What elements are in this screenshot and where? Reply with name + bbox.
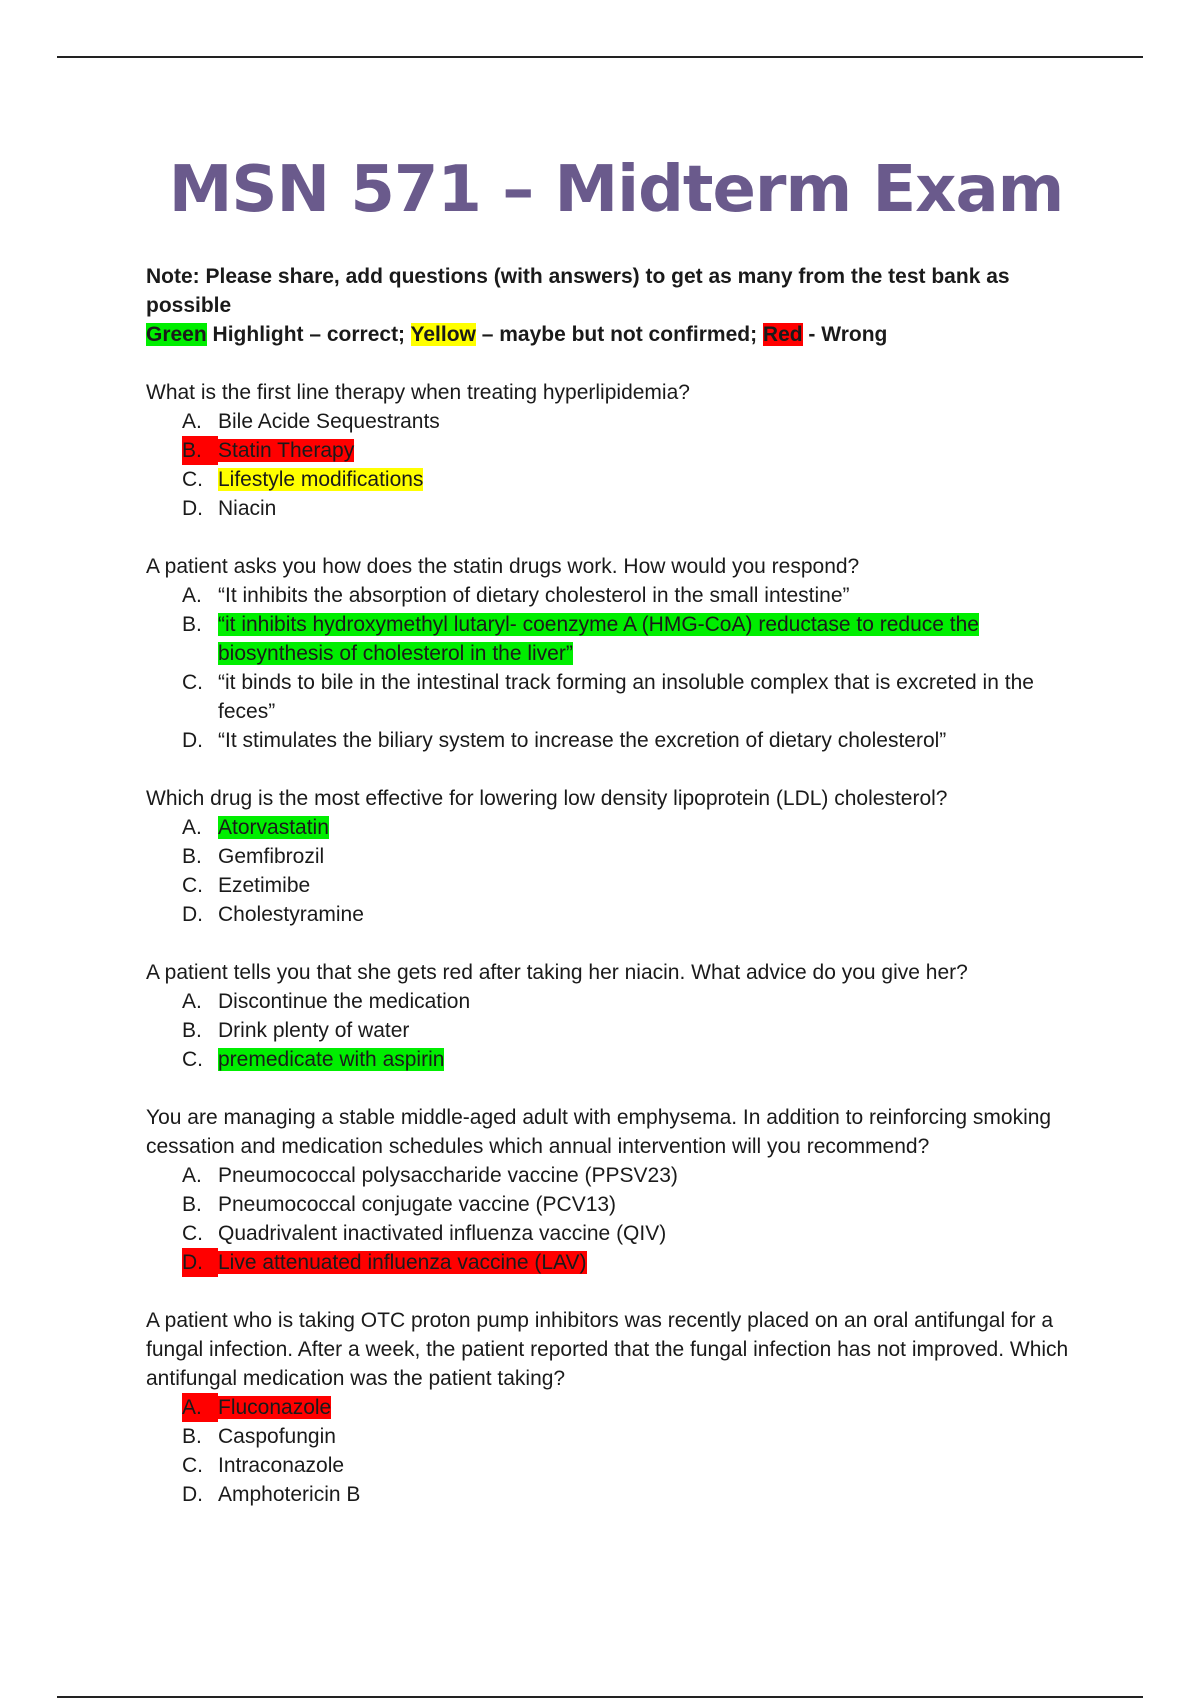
answer-option	[182, 987, 1096, 1016]
option-text: Live attenuated influenza vaccine (LAV)	[218, 1251, 587, 1274]
option-letter: B.	[182, 436, 218, 465]
question-text: A patient asks you how does the statin drugs work. How would you respond?	[146, 555, 860, 578]
answer-option	[182, 1422, 1096, 1451]
question-list	[146, 378, 1096, 1509]
option-letter: C.	[182, 671, 203, 694]
option-text: Fluconazole	[218, 1396, 332, 1419]
option-text: “it binds to bile in the intestinal track forming an insoluble complex that is excreted in the feces”	[218, 671, 1034, 723]
answer-option	[182, 610, 1096, 668]
question-text: A patient who is taking OTC proton pump inhibitors was recently placed on an oral antifungal for a fungal infection. After a week, the patient reported that the fungal infection has not improved. Which antifungal medication was the patient taking?	[146, 1309, 1069, 1390]
answer-option	[182, 1451, 1096, 1480]
answer-option	[182, 1161, 1096, 1190]
legend-yellow-text: – maybe but not confirmed;	[475, 323, 763, 346]
top-rule	[57, 56, 1143, 58]
answer-option	[182, 1045, 1096, 1074]
option-letter: B.	[182, 1019, 202, 1042]
answer-option	[182, 1190, 1096, 1219]
page-title: MSN 571 – Midterm Exam	[168, 153, 1064, 227]
answer-options	[146, 407, 1096, 523]
answer-option	[182, 581, 1096, 610]
option-text: Gemfibrozil	[218, 845, 325, 868]
answer-option	[182, 407, 1096, 436]
option-letter: A.	[182, 1393, 218, 1422]
legend-red: Red	[762, 323, 803, 346]
note	[146, 262, 1096, 349]
option-letter: D.	[182, 497, 203, 520]
option-text: “it inhibits hydroxymethyl lutaryl- coenzyme A (HMG-CoA) reductase to reduce the biosynthesis of cholesterol in the liver”	[218, 613, 979, 665]
question	[146, 552, 1096, 755]
answer-options	[146, 1393, 1096, 1509]
option-letter: D.	[182, 1248, 218, 1277]
option-text: Quadrivalent inactivated influenza vaccine (QIV)	[218, 1222, 667, 1245]
document-body	[146, 262, 1096, 1509]
legend-green-text: Highlight – correct;	[206, 323, 411, 346]
option-letter: D.	[182, 729, 203, 752]
question-text: A patient tells you that she gets red after taking her niacin. What advice do you give her?	[146, 961, 968, 984]
option-letter: C.	[182, 1048, 203, 1071]
option-letter: A.	[182, 410, 202, 433]
option-text: Caspofungin	[218, 1425, 336, 1448]
option-letter: A.	[182, 816, 202, 839]
option-letter: C.	[182, 874, 203, 897]
option-text: Cholestyramine	[218, 903, 364, 926]
question	[146, 1103, 1096, 1277]
option-text: Statin Therapy	[218, 439, 355, 462]
answer-options	[146, 813, 1096, 929]
option-letter: B.	[182, 613, 202, 636]
option-letter: D.	[182, 1483, 203, 1506]
option-text: “It stimulates the biliary system to increase the excretion of dietary cholesterol”	[218, 729, 947, 752]
option-text: Bile Acide Sequestrants	[218, 410, 440, 433]
question-text: You are managing a stable middle-aged adult with emphysema. In addition to reinforcing smoking cessation and medication schedules which annual intervention will you recommend?	[146, 1106, 1052, 1158]
option-letter: B.	[182, 1425, 202, 1448]
option-text: Pneumococcal conjugate vaccine (PCV13)	[218, 1193, 617, 1216]
option-text: Lifestyle modifications	[218, 468, 424, 491]
option-letter: B.	[182, 845, 202, 868]
legend-line	[146, 320, 1096, 349]
option-text: Pneumococcal polysaccharide vaccine (PPSV23)	[218, 1164, 678, 1187]
answer-option	[182, 494, 1096, 523]
option-text: “It inhibits the absorption of dietary cholesterol in the small intestine”	[218, 584, 850, 607]
option-letter: C.	[182, 468, 203, 491]
legend-red-text: - Wrong	[802, 323, 888, 346]
answer-option	[182, 842, 1096, 871]
legend-green: Green	[146, 323, 207, 346]
option-text: Amphotericin B	[218, 1483, 361, 1506]
answer-options	[146, 1161, 1096, 1277]
option-letter: A.	[182, 1164, 202, 1187]
option-text: Drink plenty of water	[218, 1019, 410, 1042]
option-text: Ezetimibe	[218, 874, 311, 897]
option-letter: D.	[182, 903, 203, 926]
option-text: premedicate with aspirin	[218, 1048, 445, 1071]
note-line: Note: Please share, add questions (with answers) to get as many from the test bank as possible	[146, 265, 1010, 317]
answer-option	[182, 1248, 1096, 1277]
answer-option	[182, 1393, 1096, 1422]
question	[146, 378, 1096, 523]
question-text: Which drug is the most effective for lowering low density lipoprotein (LDL) cholesterol?	[146, 787, 948, 810]
answer-options	[146, 581, 1096, 755]
answer-option	[182, 871, 1096, 900]
option-letter: C.	[182, 1222, 203, 1245]
answer-option	[182, 668, 1096, 726]
answer-option	[182, 436, 1096, 465]
answer-option	[182, 900, 1096, 929]
option-text: Intraconazole	[218, 1454, 345, 1477]
answer-option	[182, 813, 1096, 842]
answer-option	[182, 465, 1096, 494]
option-text: Atorvastatin	[218, 816, 329, 839]
answer-option	[182, 1219, 1096, 1248]
answer-option	[182, 1480, 1096, 1509]
bottom-rule	[57, 1696, 1143, 1698]
option-letter: A.	[182, 584, 202, 607]
question	[146, 784, 1096, 929]
option-text: Discontinue the medication	[218, 990, 471, 1013]
question	[146, 1306, 1096, 1509]
option-letter: B.	[182, 1193, 202, 1216]
question	[146, 958, 1096, 1074]
legend-yellow: Yellow	[410, 323, 476, 346]
option-text: Niacin	[218, 497, 277, 520]
question-text: What is the first line therapy when treating hyperlipidemia?	[146, 381, 690, 404]
answer-option	[182, 726, 1096, 755]
option-letter: A.	[182, 990, 202, 1013]
option-letter: C.	[182, 1454, 203, 1477]
answer-option	[182, 1016, 1096, 1045]
answer-options	[146, 987, 1096, 1074]
